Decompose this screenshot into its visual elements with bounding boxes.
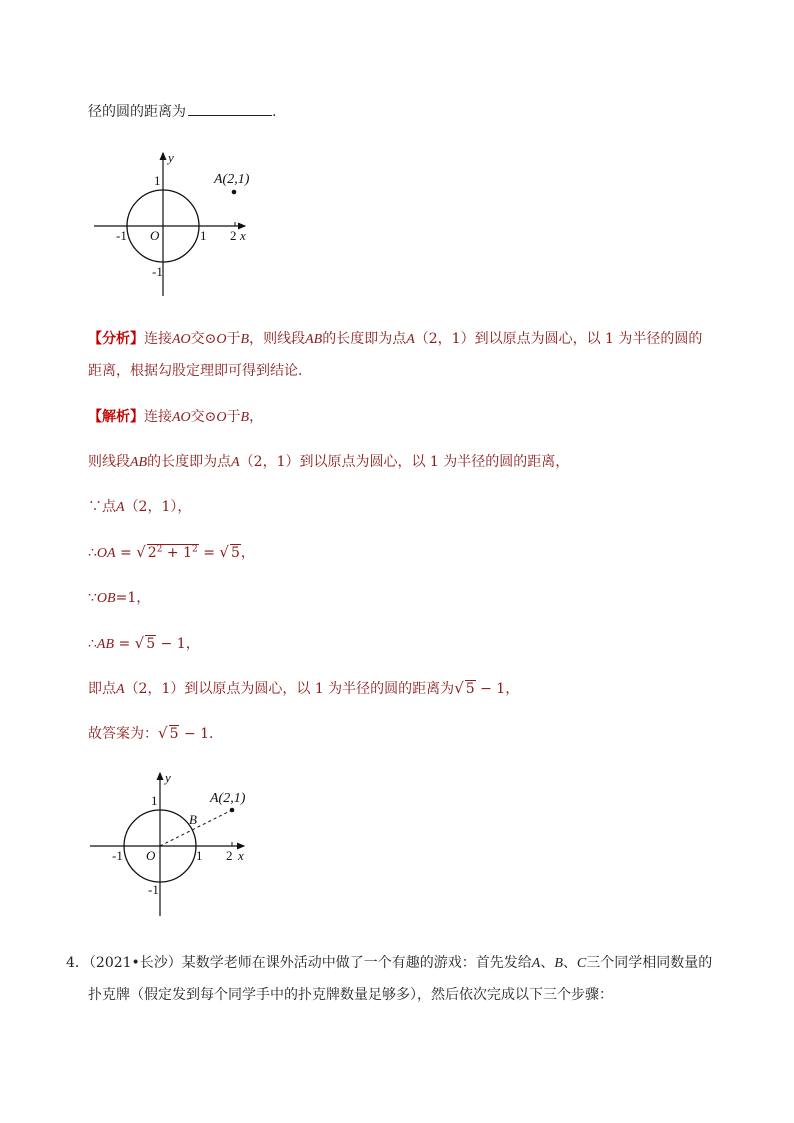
text: 故答案为： [88, 726, 158, 742]
var: AO [172, 410, 191, 425]
text: ，则线段 [249, 331, 306, 347]
text: 、 [562, 955, 577, 971]
radical-sign: √ [134, 634, 145, 652]
tick-label-neg1-bottom: -1 [152, 264, 163, 279]
radicand: $2^2 + 1^2$ [147, 544, 198, 561]
text: （2，1）到以原点为圆心，以 1 为半径的圆的 [414, 331, 703, 347]
graph-2 [86, 770, 286, 930]
point-a [230, 808, 235, 813]
origin-label: O [150, 228, 160, 243]
text: ， [240, 545, 255, 561]
y-label: y [168, 150, 174, 165]
solution-line-7 [88, 678, 519, 700]
text: − 1． [183, 726, 224, 742]
radical-sign: √ [136, 543, 146, 561]
var: AO [172, 332, 191, 347]
text: 则线段 [88, 454, 130, 470]
text: （2，1）， [124, 499, 192, 515]
question-4-line-2 [88, 985, 613, 1005]
top-line-end: . [272, 104, 277, 120]
text: = [120, 545, 132, 561]
var: A [231, 455, 240, 470]
text: 三个同学相同数量的 [586, 955, 713, 971]
text: 连接 [144, 409, 172, 425]
point-a [232, 190, 237, 195]
var: B [240, 332, 250, 347]
text: ∵点 [88, 499, 116, 515]
solution-line-1 [88, 407, 263, 428]
radical-sign: √ [219, 543, 229, 561]
tick-label-1-right: 1 [196, 848, 203, 863]
text: 4．（2021•长沙）某数学老师在课外活动中做了一个有趣的游戏：首先发给 [66, 955, 532, 971]
var: A [116, 500, 125, 515]
x-label: x [238, 848, 244, 863]
text: 于 [226, 409, 241, 425]
var: OB [96, 591, 116, 606]
question-4-line-1 [66, 953, 712, 974]
solution-line-3 [88, 497, 191, 518]
text: 的长度即为点 [322, 331, 407, 347]
var: OA [96, 546, 116, 561]
text: 交⊙ [190, 409, 217, 425]
text: − 1， [160, 636, 200, 652]
text: 距离，根据勾股定理即可得到结论． [88, 363, 312, 379]
solution-line-4 [88, 542, 255, 564]
solution-line-8 [88, 723, 223, 744]
solution-line-2 [88, 452, 569, 473]
text: 连接 [144, 331, 172, 347]
text: 2 [147, 545, 157, 561]
radicand: 5 [169, 726, 179, 742]
text: ∴ [88, 636, 97, 652]
tick-label-neg1-left: -1 [116, 228, 127, 243]
text: 于 [226, 331, 241, 347]
text: = [203, 545, 215, 561]
tick-label-2: 2 [230, 228, 237, 243]
graph-1 [88, 148, 288, 308]
text: ∴ [88, 545, 97, 561]
tick-label-2: 2 [226, 848, 233, 863]
var: O [216, 332, 227, 347]
radicand: 5 [230, 545, 240, 561]
analysis-line-2 [88, 361, 312, 381]
text: （2，1）到以原点为圆心，以 1 为半径的圆的距离为 [124, 681, 455, 697]
point-b-label: B [189, 812, 197, 827]
tick-label-1-right: 1 [200, 228, 207, 243]
text: 的长度即为点 [147, 454, 232, 470]
tick-label-1-top: 1 [151, 793, 158, 808]
text: 交⊙ [190, 331, 217, 347]
point-a-label: A(2,1) [214, 172, 250, 187]
solution-tag: 【解析】 [88, 409, 144, 425]
analysis-line-1 [88, 329, 702, 350]
y-label: y [165, 770, 171, 785]
text: ∵ [88, 590, 97, 606]
var: C [576, 956, 587, 971]
var: A [116, 682, 125, 697]
var: O [216, 410, 227, 425]
var: AB [305, 332, 323, 347]
analysis-tag: 【分析】 [88, 331, 144, 347]
text: =1， [115, 590, 151, 606]
var: B [240, 410, 250, 425]
text: − 1， [480, 681, 520, 697]
solution-line-5 [88, 588, 150, 609]
tick-label-neg1-left: -1 [112, 848, 123, 863]
var: AB [96, 637, 115, 652]
var: A [531, 956, 541, 971]
text: （2，1）到以原点为圆心，以 1 为半径的圆的距离， [239, 454, 570, 470]
var: AB [130, 455, 148, 470]
solution-line-6 [88, 633, 200, 655]
point-a-label: A(2,1) [210, 791, 246, 806]
radicand: 5 [146, 636, 156, 652]
tick-label-1-top: 1 [154, 173, 161, 188]
text: ， [249, 409, 264, 425]
text: + 1 [166, 545, 192, 561]
radical-sign: √ [454, 679, 464, 697]
top-line-text: 径的圆的距离为 [88, 104, 186, 120]
text: 扑克牌（假定发到每个同学手中的扑克牌数量足够多），然后依次完成以下三个步骤： [88, 987, 613, 1003]
radicand: 5 [465, 681, 475, 697]
var: A [406, 332, 415, 347]
x-label: x [240, 228, 246, 243]
text: 、 [540, 955, 555, 971]
text: = [118, 636, 131, 652]
tick-label-neg1-bottom: -1 [148, 882, 159, 897]
radical-sign: √ [158, 724, 168, 742]
text: 即点 [88, 681, 116, 697]
top-line [88, 101, 276, 122]
answer-blank [188, 101, 272, 116]
origin-label: O [146, 848, 156, 863]
var: B [554, 956, 563, 971]
